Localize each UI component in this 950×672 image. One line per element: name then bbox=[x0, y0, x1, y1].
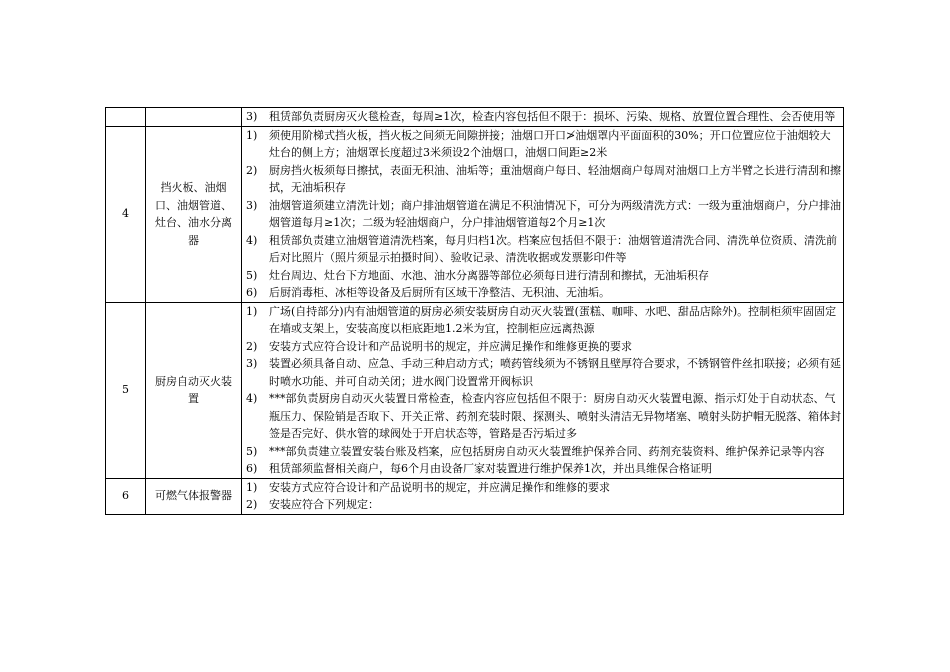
item-number: 2) bbox=[246, 339, 258, 353]
row-category: 挡火板、油烟口、油烟管道、灶台、油水分离器 bbox=[146, 126, 242, 302]
table-row bbox=[106, 302, 844, 478]
item-text: 装置必须具备自动、应急、手动三种启动方式；喷药管线须为不锈钢且壁厚符合要求，不锈钢管件丝扣联接；必须有延时喷水功能、并可自动关闭；进水阀门设置常开阀标识 bbox=[269, 357, 841, 388]
item-number: 3) bbox=[246, 198, 258, 212]
row-category: 可燃气体报警器 bbox=[146, 478, 242, 514]
item-text: 租赁部须监督相关商户，每6个月由设备厂家对装置进行维护保养1次，并出具维保合格证明 bbox=[269, 462, 712, 475]
list-item bbox=[242, 108, 843, 126]
list-item bbox=[242, 162, 843, 197]
list-item bbox=[242, 443, 843, 461]
item-number: 6) bbox=[246, 286, 258, 299]
list-item bbox=[242, 303, 843, 338]
list-item bbox=[242, 390, 843, 443]
list-item bbox=[242, 338, 843, 356]
item-text: 安装应符合下列规定： bbox=[269, 498, 379, 511]
row-number bbox=[106, 108, 146, 127]
list-item bbox=[242, 267, 843, 285]
row-number: 5 bbox=[106, 302, 146, 478]
item-number: 1) bbox=[246, 128, 258, 142]
list-item bbox=[242, 496, 843, 514]
row-requirements bbox=[242, 478, 844, 514]
table-row bbox=[106, 478, 844, 514]
row-requirements bbox=[242, 126, 844, 302]
item-text: 安装方式应符合设计和产品说明书的规定，并应满足操作和维修的要求 bbox=[269, 480, 610, 494]
item-number: 3) bbox=[246, 357, 258, 370]
item-text: 租赁部负责厨房灭火毯检查，每周≥1次，检查内容包括但不限于：损坏、污染、规格、放置位置合理性、会否使用等 bbox=[269, 110, 836, 123]
item-text: 厨房挡火板须每日擦拭，表面无积油、油垢等；重油烟商户每日、轻油烟商户每周对油烟口上方半臂之长进行清刮和擦拭，无油垢积存 bbox=[269, 163, 841, 194]
row-category bbox=[146, 108, 242, 127]
row-category: 厨房自动灭火装置 bbox=[146, 302, 242, 478]
item-number: 4) bbox=[246, 233, 258, 247]
item-text: 租赁部负责建立油烟管道清洗档案，每月归档1次。档案应包括但不限于：油烟管道清洗合同、清洗单位资质、清洗前后对比照片（照片须显示拍摄时间）、验收记录、清洗收据或发票影印件等 bbox=[269, 233, 837, 264]
table-row bbox=[106, 108, 844, 127]
item-text: 广场(自持部分)内有油烟管道的厨房必须安装厨房自动灭火装置(蛋糕、咖啡、水吧、甜品店除外)。控制柜须牢固固定在墙或支架上，安装高度以柜底距地1.2米为宜，控制柜应远离热源 bbox=[269, 304, 837, 335]
requirements-table bbox=[105, 107, 844, 515]
list-item bbox=[242, 232, 843, 267]
table-row bbox=[106, 126, 844, 302]
item-number: 2) bbox=[246, 498, 258, 511]
item-text: 须使用阶梯式挡火板，挡火板之间须无间隙拼接；油烟口开口≯油烟罩内平面面积的30%；开口位置应位于油烟较大灶台的侧上方；油烟罩长度超过3米须设2个油烟口，油烟口间距≥2米 bbox=[269, 128, 831, 159]
list-item bbox=[242, 127, 843, 162]
item-text: 油烟管道须建立清洗计划；商户排油烟管道在满足不积油情况下，可分为两级清洗方式：一级为重油烟商户，分户排油烟管道每月≥1次；二级为轻油烟商户，分户排油烟管道每2个月≥1次 bbox=[269, 198, 841, 229]
list-item bbox=[242, 460, 843, 478]
item-number: 5) bbox=[246, 444, 258, 458]
item-number: 5) bbox=[246, 268, 258, 282]
item-text: 灶台周边、灶台下方地面、水池、油水分离器等部位必须每日进行清刮和擦拭，无油垢积存 bbox=[269, 268, 709, 282]
item-number: 6) bbox=[246, 462, 258, 475]
item-number: 2) bbox=[246, 163, 258, 177]
item-number: 3) bbox=[246, 110, 258, 123]
list-item bbox=[242, 284, 843, 302]
item-number: 1) bbox=[246, 304, 258, 318]
item-number: 4) bbox=[246, 392, 258, 405]
list-item bbox=[242, 197, 843, 232]
item-number: 1) bbox=[246, 480, 258, 494]
item-text: 后厨消毒柜、冰柜等设备及后厨所有区域干净整洁、无积油、无油垢。 bbox=[269, 286, 610, 299]
item-text: ***部负责建立装置安装台账及档案，应包括厨房自动灭火装置维护保养合同、药剂充装资料、维护保养记录等内容 bbox=[269, 444, 825, 458]
row-number: 6 bbox=[106, 478, 146, 514]
item-text: 安装方式应符合设计和产品说明书的规定，并应满足操作和维修更换的要求 bbox=[269, 339, 632, 353]
list-item bbox=[242, 355, 843, 390]
row-requirements bbox=[242, 302, 844, 478]
item-text: ***部负责厨房自动灭火装置日常检查，检查内容应包括但不限于：厨房自动灭火装置电源、指示灯处于自动状态、气瓶压力、保险销是否取下、开关正常、药剂充装时限、探测头、喷射头清洁无异物堵塞、喷射头防护帽无脱落、箱体封签是否完好、供水管的球阀处于开启状态等，管路是否污垢过多 bbox=[269, 392, 841, 440]
row-requirements bbox=[242, 108, 844, 127]
row-number: 4 bbox=[106, 126, 146, 302]
list-item bbox=[242, 479, 843, 497]
